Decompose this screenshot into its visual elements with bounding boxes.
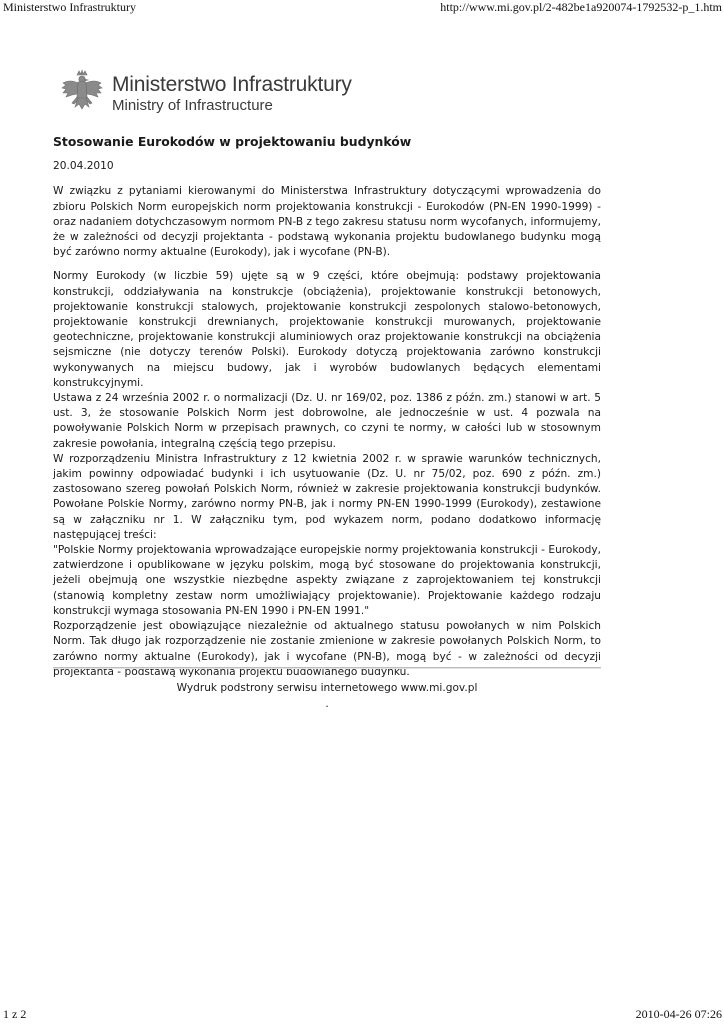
article-date: 20.04.2010 (53, 160, 114, 173)
logo-name-pl: Ministerstwo Infrastruktury (112, 73, 352, 97)
print-header (0, 0, 724, 16)
article-paragraph: Rozporządzenie jest obowiązujące niezależnie od aktualnego statusu powołanych w nim Polskich Norm. Tak długo jak rozporządzenie nie zostanie zmienione w zakresie powołanych Polskich Norm, to zarówno normy aktualne (Eurokody), jak i wycofane (PN-B), mogą być - w zależności od decyzji projektanta - podstawą wykonania projektu budowlanego budynku. (53, 620, 601, 678)
print-timestamp: 2010-04-26 07:26 (635, 1007, 722, 1021)
print-note: Wydruk podstrony serwisu internetowego www.mi.gov.pl (176, 682, 478, 694)
divider (53, 667, 601, 669)
article-paragraph: Normy Eurokody (w liczbie 59) ujęte są w 9 części, które obejmują: podstawy projektowania konstrukcji, oddziaływania na konstrukcje (obciążenia), projektowanie konstrukcji betonowych, projektowanie konstrukcji stalowych, projektowanie konstrukcji zespolonych stalowo-betonowych, projektowanie konstrukcji drewnianych, projektowanie konstrukcji murowanych, projektowanie geotechniczne, projektowanie konstrukcji aluminiowych oraz projektowanie konstrukcji na obciążenia sejsmiczne (nie dotyczy terenów Polski). Eurokody dotyczą projektowania zarówno konstrukcji wykonywanych na miejscu budowy, jak i wyrobów budowlanych będących elementami konstrukcyjnymi. (53, 270, 601, 389)
article-paragraph: W związku z pytaniami kierowanymi do Ministerstwa Infrastruktury dotyczącymi wprowadzenia do zbioru Polskich Norm europejskich norm projektowania konstrukcji - Eurokodów (PN-EN 1990-1999) - oraz nadaniem dotychczasowym normom PN-B z tego zakresu statusu norm wycofanych, informujemy, że w zależności od decyzji projektanta - podstawą wykonania projektu budowlanego budynku mogą być zarówno normy aktualne (Eurokody), jak i wycofane (PN-B). (53, 185, 601, 259)
logo-name-en: Ministry of Infrastructure (112, 97, 273, 115)
article (53, 132, 601, 680)
print-footer (0, 1008, 724, 1024)
article-paragraph: W rozporządzeniu Ministra Infrastruktury z 12 kwietnia 2002 r. w sprawie warunków technicznych, jakim powinny odpowiadać budynki i ich usytuowanie (Dz. U. nr 75/02, poz. 690 z późn. zm.) zastosowano szereg powołań Polskich Norm, również w zakresie projektowania konstrukcji budynków. Powołane Polskie Normy, zarówno normy PN-B, jak i normy PN-EN 1990-1999 (Eurokody), zestawione są w załączniku nr 1. W załączniku tym, pod wykazem norm, podano dodatkowo informację następującej treści: (53, 452, 601, 541)
article-quote: "Polskie Normy projektowania wprowadzające europejskie normy projektowania konstrukcji - Eurokody, zatwierdzone i opublikowane w języku polskim, mogą być stosowane do projektowania konstrukcji, jeżeli obejmują one wszystkie niezbędne aspekty związane z zaprojektowaniem tej konstrukcji (stanowią kompletny zestaw norm umożliwiający projektowanie). Projektowanie każdego rodzaju konstrukcji wymaga stosowania PN-EN 1990 i PN-EN 1991." (53, 544, 601, 617)
ministry-logo (60, 66, 370, 122)
white-eagle-emblem-icon (60, 69, 104, 119)
print-dot: . (325, 698, 329, 710)
logo-text (112, 74, 352, 114)
page-url: http://www.mi.gov.pl/2-482be1a920074-1792532-p_1.htm (440, 0, 722, 14)
page-count: 1 z 2 (3, 1007, 27, 1021)
article-title: Stosowanie Eurokodów w projektowaniu budynków (53, 134, 412, 149)
page-title: Ministerstwo Infrastruktury (3, 0, 136, 14)
article-paragraph: Ustawa z 24 września 2002 r. o normalizacji (Dz. U. nr 169/02, poz. 1386 z późn. zm.) stanowi w art. 5 ust. 3, że stosowanie Polskich Norm jest dobrowolne, ale jednocześnie w ust. 4 pozwala na powoływanie Polskich Norm w przepisach prawnych, co czyni te normy, w całości lub w stosownym zakresie powołania, integralną częścią tego przepisu. (53, 392, 601, 450)
